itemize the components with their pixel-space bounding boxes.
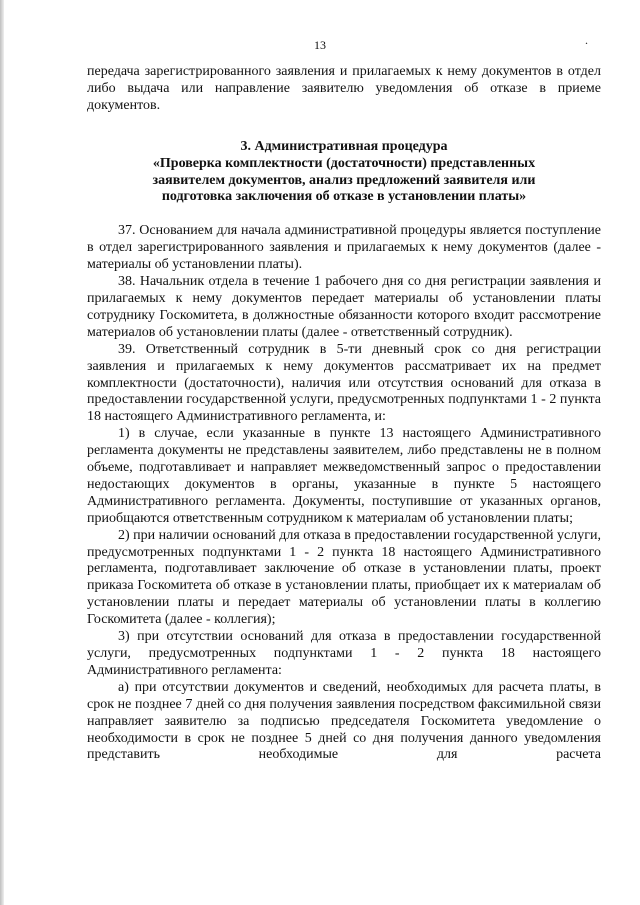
paragraph-39: 39. Ответственный сотрудник в 5-ти дневный срок со дня регистрации заявления и прилагаемых к нему документов рассматривает их на предмет комплектности (достаточности), наличия или отсутствия оснований для отказа в предоставлении государственной услуги, предусмотренных подпунктами 1 - 2 пункта 18 настоящего Административного регламента, и: [87,341,601,425]
paragraph-38: 38. Начальник отдела в течение 1 рабочего дня со дня регистрации заявления и прилагаемых к нему документов передает материалы об установлении платы сотруднику Госкомитета, в должностные обязанности которого входит рассмотрение материалов об установлении платы (далее - ответственный сотрудник). [87,274,601,340]
list-item-3a: а) при отсутствии документов и сведений, необходимых для расчета платы, в срок не позднее 7 дней со дня получения заявления посредством факсимильной связи направляет заявителю за подписью председателя Госкомитета уведомление о необходимости в срок не позднее 5 дней со дня получения данного уведомления представить необходимые для расчета [87,679,601,763]
heading-line-1: 3. Административная процедура [240,138,448,154]
list-item-2: 2) при наличии оснований для отказа в предоставлении государственной услуги, предусмотренных подпунктами 1 - 2 пункта 18 настоящего Административного регламента, подготавливает заключение об отказе в установлении платы, проект приказа Госкомитета об отказе в установлении платы, приобщает их к материалам об установлении платы и передает материалы об установлении платы в коллегию Госкомитета (далее - коллегия); [87,527,601,628]
heading-line-4: подготовка заключения об отказе в установлении платы» [161,189,527,205]
scan-mark: . [585,33,588,47]
page-edge-shadow [0,0,4,905]
page-number: 13 [314,38,326,52]
list-item-1: 1) в случае, если указанные в пункте 13 настоящего Административного регламента документы не представлены заявителем, либо представлены не в полном объеме, подготавливает и направляет межведомственный запрос о предоставлении недостающих документов в органы, указанные в пункте 5 настоящего Административного регламента. Документы, поступившие от указанных органов, приобщаются ответственным сотрудником к материалам об установлении платы; [87,426,601,526]
paragraph-intro: передача зарегистрированного заявления и прилагаемых к нему документов в отдел либо выдача или направление заявителю уведомления об отказе в приеме документов. [87,64,601,113]
list-item-3: 3) при отсутствии оснований для отказа в предоставлении государственной услуги, предусмотренных подпунктами 1 - 2 пункта 18 настоящего Административного регламента: [87,629,601,678]
paragraph-37: 37. Основанием для начала административной процедуры является поступление в отдел зарегистрированного заявления и прилагаемых к нему документов (далее - материалы об установлении платы). [87,223,601,273]
heading-line-3: заявителем документов, анализ предложений заявителя или [152,172,536,188]
heading-line-2: «Проверка комплектности (достаточности) представленных [152,155,536,171]
document-body [87,64,601,764]
section-heading [87,139,601,207]
